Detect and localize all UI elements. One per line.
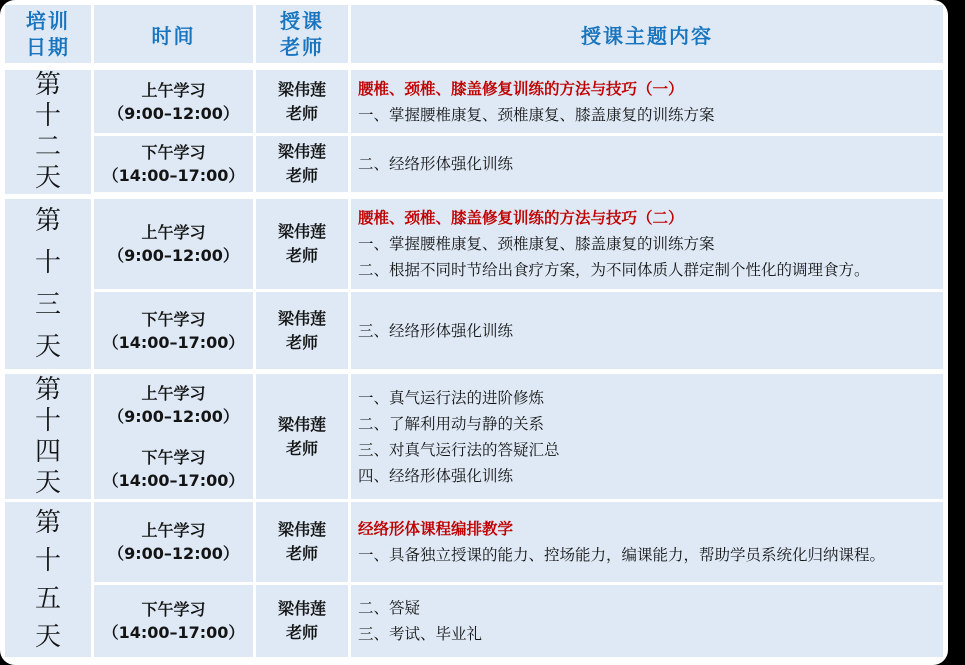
date-label: 第十二天 [34,70,61,193]
day-group-12 [5,70,943,194]
time-cell [94,292,253,369]
session-row [94,70,943,133]
topic-line: 二、经络形体强化训练 [358,155,514,173]
date-label: 第十五天 [34,507,61,652]
time-range: （14:00–17:00） [102,470,245,490]
date-label: 第十三天 [34,206,61,362]
topic-line: 三、对真气运行法的答疑汇总 [358,440,560,459]
topic-line: 二、答疑 [358,599,421,617]
topic-line: 一、掌握腰椎康复、颈椎康复、膝盖康复的训练方案 [358,235,715,253]
teacher-title: 老师 [285,623,318,642]
time-label: 下午学习 [141,447,206,467]
time-range: （9:00–12:00） [108,103,239,123]
topic-cell [351,136,943,192]
teacher-name: 梁伟莲 [277,79,326,99]
day-group-15 [5,502,943,657]
time-label: 上午学习 [141,521,206,540]
time-cell [94,374,253,499]
date-label: 第十四天 [34,374,61,498]
session-row [94,292,943,369]
topic-cell [351,502,943,582]
header-time-label: 时间 [151,23,196,48]
topic-cell [351,585,943,657]
topic-cell [351,374,943,499]
topic-cell [351,292,943,369]
topic-line: 二、了解利用动与静的关系 [358,414,545,433]
time-range: （9:00–12:00） [108,406,239,426]
topic-line: 四、经络形体强化训练 [358,466,514,485]
topic-line: 二、根据不同时节给出食疗方案，为不同体质人群定制个性化的调理食方。 [358,261,870,279]
day-group-13 [5,199,943,369]
topic-title: 经络形体课程编排教学 [358,520,514,538]
teacher-name: 梁伟莲 [277,308,326,328]
teacher-title: 老师 [285,166,318,185]
day-14-sessions [94,374,943,499]
date-cell [5,70,91,194]
header-cell-date [5,5,91,63]
time-cell [94,70,253,133]
time-label: 下午学习 [141,600,206,619]
time-label: 下午学习 [141,309,206,329]
teacher-title: 老师 [285,103,318,123]
time-cell [94,585,253,657]
session-row [94,585,943,657]
header-cell-topic [351,5,943,63]
date-cell [5,199,91,369]
teacher-title: 老师 [285,544,318,563]
header-cell-time [94,5,253,63]
teacher-cell [256,136,348,192]
topic-line: 三、经络形体强化训练 [358,321,514,340]
topic-line: 一、掌握腰椎康复、颈椎康复、膝盖康复的训练方案 [358,105,715,124]
time-range: （9:00–12:00） [108,544,239,563]
teacher-cell [256,374,348,499]
day-12-sessions [94,70,943,194]
time-label: 上午学习 [141,383,206,403]
session-row [94,374,943,499]
date-cell [5,502,91,657]
topic-title: 腰椎、颈椎、膝盖修复训练的方法与技巧（二） [358,209,684,227]
topic-line: 三、考试、毕业礼 [358,625,483,643]
header-cell-teacher [256,5,348,63]
topic-cell [351,199,943,289]
day-15-sessions [94,502,943,657]
session-row [94,502,943,582]
header-row [5,5,943,63]
teacher-cell [256,292,348,369]
teacher-name: 梁伟莲 [277,142,326,161]
day-13-sessions [94,199,943,369]
teacher-title: 老师 [285,246,318,265]
time-cell [94,199,253,289]
time-label: 上午学习 [141,80,206,100]
teacher-cell [256,585,348,657]
teacher-title: 老师 [285,332,318,352]
session-row [94,136,943,192]
topic-cell [351,70,943,133]
teacher-name: 梁伟莲 [277,599,326,618]
teacher-cell [256,199,348,289]
day-group-14 [5,374,943,499]
time-range: （9:00–12:00） [108,246,239,265]
header-teacher-label: 授课老师 [280,9,324,59]
teacher-cell [256,70,348,133]
topic-line: 一、真气运行法的进阶修炼 [358,388,545,407]
time-label: 上午学习 [141,223,206,242]
teacher-name: 梁伟莲 [277,414,326,434]
date-cell [5,374,91,499]
teacher-name: 梁伟莲 [277,222,326,241]
time-range: （14:00–17:00） [102,166,245,185]
time-cell [94,502,253,582]
header-date-label: 培训日期 [26,9,70,59]
time-cell [94,136,253,192]
teacher-cell [256,502,348,582]
topic-line: 一、具备独立授课的能力、控场能力，编课能力，帮助学员系统化归纳课程。 [358,546,886,564]
time-range: （14:00–17:00） [102,332,245,352]
header-topic-label: 授课主题内容 [581,23,713,48]
teacher-name: 梁伟莲 [277,520,326,539]
session-row [94,199,943,289]
time-range: （14:00–17:00） [102,623,245,642]
teacher-title: 老师 [285,438,318,458]
topic-title: 腰椎、颈椎、膝盖修复训练的方法与技巧（一） [358,79,684,98]
time-label: 下午学习 [141,143,206,162]
